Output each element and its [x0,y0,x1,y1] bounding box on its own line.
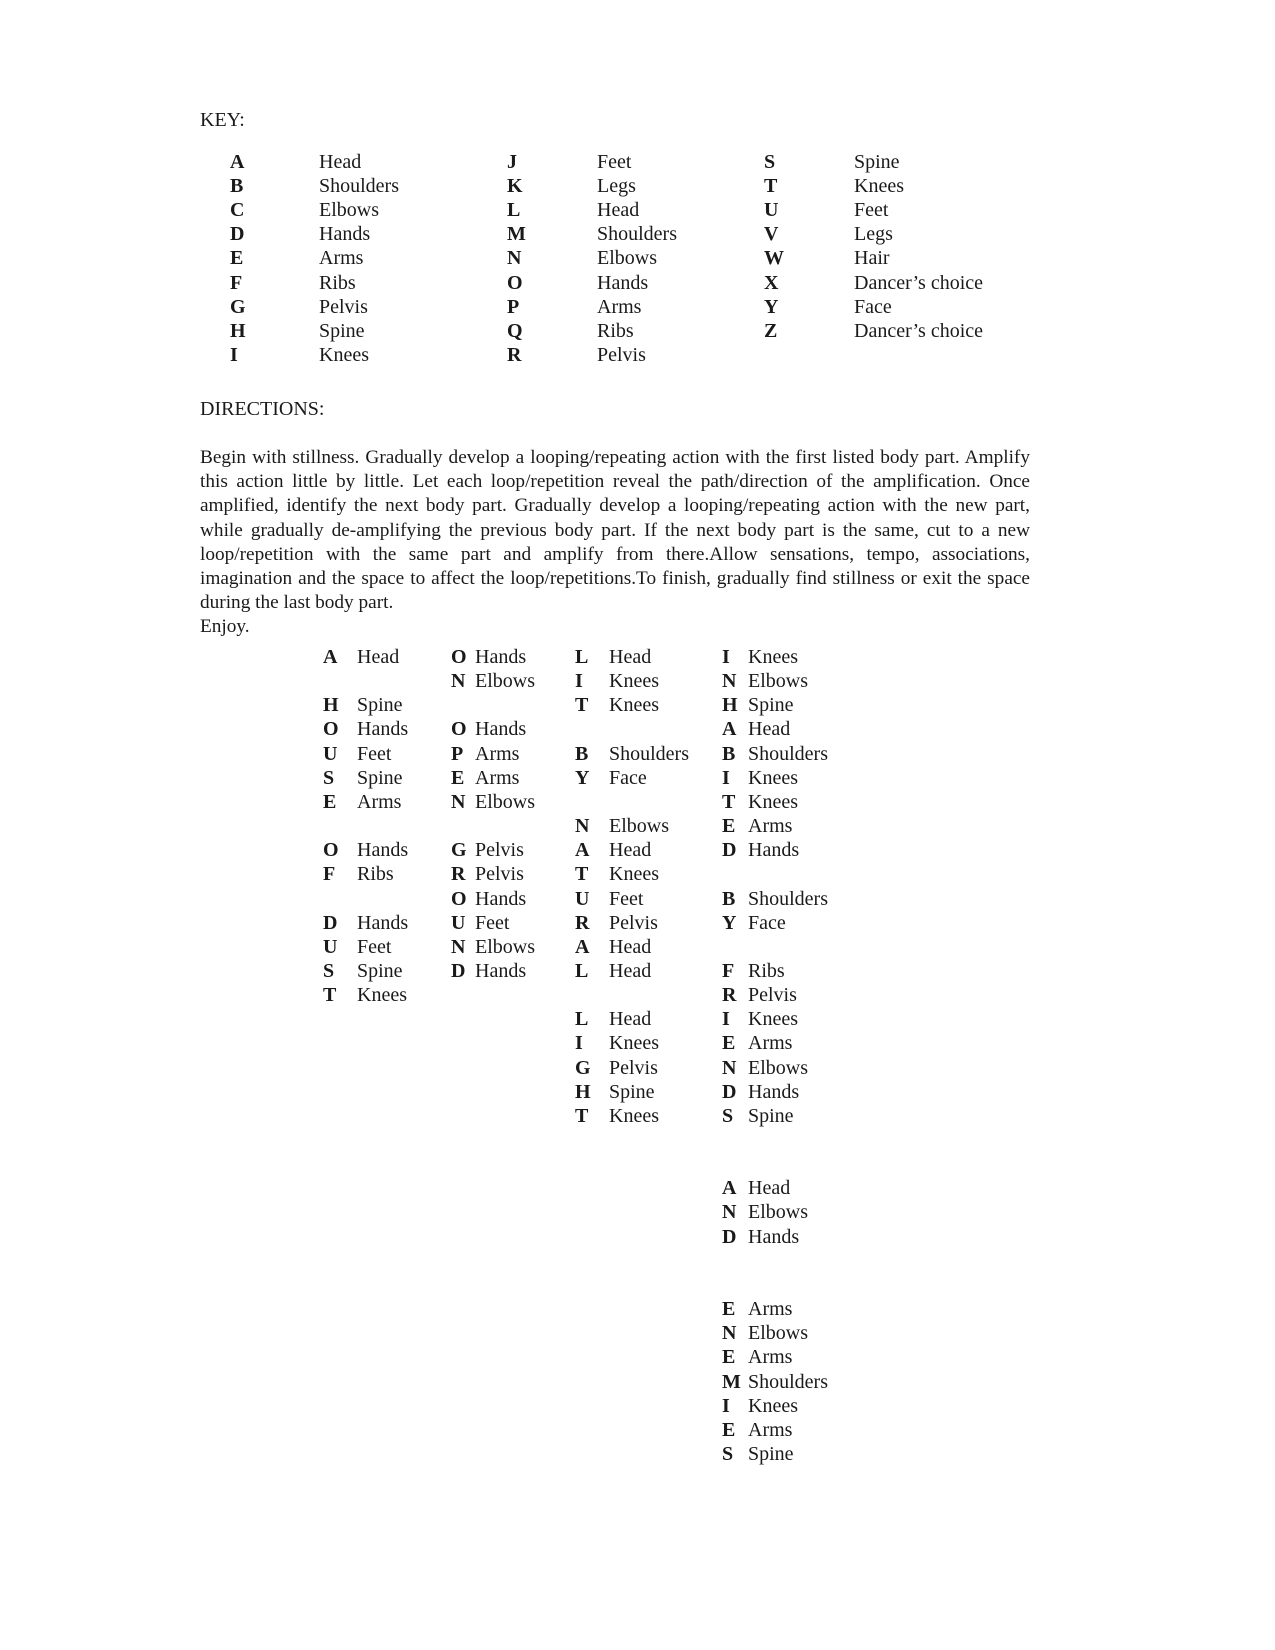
sequence-entry [722,669,808,693]
key-letter: L [507,199,521,222]
sequence-body-part: Elbows [748,1322,808,1345]
key-letter: D [230,223,245,246]
sequence-letter: E [323,790,337,813]
sequence-body-part: Spine [748,1442,794,1465]
sequence-entry [451,911,509,935]
sequence-entry [722,814,792,838]
sequence-body-part: Head [609,959,652,982]
sequence-entry [722,717,790,741]
sequence-letter: I [722,766,730,789]
key-body-part: Knees [319,343,369,366]
sequence-letter: S [722,1104,734,1127]
sequence-entry [722,1394,798,1418]
sequence-entry [323,742,391,766]
sequence-entry [722,1080,799,1104]
sequence-letter: F [323,863,336,886]
sequence-letter: T [323,984,337,1007]
sequence-letter: E [722,1032,736,1055]
sequence-entry [575,935,651,959]
sequence-entry [451,742,519,766]
key-body-part: Hands [597,271,649,294]
sequence-body-part: Arms [748,1418,793,1441]
key-letter: J [507,151,517,173]
key-letter: O [507,271,523,294]
sequence-letter: N [451,670,466,693]
sequence-entry [722,911,786,935]
sequence-body-part: Arms [748,1346,793,1369]
sequence-entry [323,790,401,814]
sequence-body-part: Head [609,839,652,862]
sequence-letter: S [722,1442,734,1465]
sequence-entry [722,766,798,790]
key-letter: R [507,343,522,366]
sequence-letter: E [722,1418,736,1441]
sequence-body-part: Arms [748,1298,793,1321]
sequence-letter: N [575,815,590,838]
sequence-letter: U [575,887,590,910]
sequence-letter: E [451,766,465,789]
sequence-body-part: Hands [357,911,409,934]
sequence-entry [575,959,651,983]
key-body-part: Arms [319,247,364,270]
sequence-letter: B [722,887,736,910]
sequence-letter: L [575,959,589,982]
sequence-letter: Y [722,911,737,934]
sequence-letter: U [323,742,338,765]
sequence-letter: T [575,863,589,886]
sequence-body-part: Hands [475,646,527,668]
sequence-letter: D [323,911,338,934]
sequence-letter: S [323,766,335,789]
sequence-letter: R [451,863,466,886]
sequence-entry [575,645,651,669]
key-body-part: Dancer’s choice [854,271,984,294]
sequence-entry [722,1176,790,1200]
sequence-body-part: Knees [609,863,659,886]
key-body-part: Shoulders [597,223,677,246]
sequence-entry [722,838,799,862]
sequence-entry [323,911,408,935]
sequence-body-part: Knees [748,766,798,789]
sequence-body-part: Spine [357,959,403,982]
sequence-entry [451,790,535,814]
sequence-entry [323,693,403,717]
sequence-entry [722,1297,792,1321]
sequence-letter: G [451,839,467,862]
sequence-entry [575,911,658,935]
sequence-letter: U [323,935,338,958]
sequence-body-part: Pelvis [475,863,524,886]
sequence-body-part: Head [609,646,652,668]
sequence-letter: T [575,694,589,717]
sequence-letter: T [575,1104,589,1127]
sequence-entry [575,1007,651,1031]
sequence-body-part: Feet [357,742,392,765]
sequence-letter: N [722,670,737,693]
key-body-part: Hair [854,247,890,270]
sequence-body-part: Knees [357,984,407,1007]
sequence-entry [323,717,408,741]
sequence-letter: L [575,646,589,668]
sequence-letter: D [451,959,466,982]
sequence-body-part: Elbows [609,815,669,838]
sequence-entry [323,983,407,1007]
key-letter: E [230,247,244,270]
sequence-body-part: Knees [748,1008,798,1031]
enjoy-text: Enjoy. [200,616,250,638]
sequence-entry [575,1104,659,1128]
sequence-body-part: Hands [748,839,800,862]
sequence-entry [323,838,408,862]
sequence-letter: A [575,935,590,958]
sequence-entry [722,959,785,983]
sequence-body-part: Shoulders [748,887,828,910]
sequence-body-part: Knees [748,646,798,668]
sequence-body-part: Face [609,766,647,789]
sequence-letter: O [451,646,467,668]
key-letter: A [230,151,245,173]
sequence-letter: M [722,1370,741,1393]
sequence-body-part: Pelvis [609,1056,658,1079]
sequence-letter: E [722,815,736,838]
sequence-letter: N [722,1201,737,1224]
key-body-part: Pelvis [319,295,368,318]
sequence-body-part: Pelvis [475,839,524,862]
sequence-entry [575,1080,655,1104]
sequence-letter: E [722,1298,736,1321]
sequence-body-part: Hands [357,718,409,741]
sequence-entry [451,717,526,741]
sequence-letter: I [722,1394,730,1417]
sequence-entry [575,862,659,886]
key-letter: B [230,175,244,198]
sequence-letter: P [451,742,464,765]
key-body-part: Head [319,151,362,173]
sequence-letter: R [575,911,590,934]
sequence-body-part: Elbows [475,935,535,958]
sequence-letter: B [722,742,736,765]
sequence-body-part: Spine [609,1080,655,1103]
sequence-letter: N [722,1322,737,1345]
sequence-entry [451,669,535,693]
key-letter: Q [507,319,523,342]
sequence-body-part: Hands [475,718,527,741]
sequence-body-part: Elbows [748,1201,808,1224]
key-letter: C [230,199,245,222]
sequence-body-part: Spine [357,766,403,789]
sequence-entry [575,1031,659,1055]
sequence-letter: I [722,646,730,668]
sequence-body-part: Arms [475,742,520,765]
sequence-body-part: Arms [748,815,793,838]
key-letter: F [230,271,243,294]
key-letter: I [230,343,238,366]
sequence-body-part: Hands [748,1225,800,1248]
sequence-body-part: Feet [357,935,392,958]
sequence-letter: I [575,670,583,693]
sequence-body-part: Arms [357,790,402,813]
sequence-body-part: Head [748,1177,791,1200]
sequence-body-part: Hands [357,839,409,862]
sequence-entry [575,742,689,766]
sequence-body-part: Head [609,1008,652,1031]
sequence-body-part: Elbows [475,790,535,813]
sequence-body-part: Knees [748,1394,798,1417]
sequence-entry [722,790,798,814]
sequence-body-part: Spine [357,694,403,717]
key-body-part: Knees [854,175,904,198]
key-body-part: Feet [597,151,632,173]
sequence-body-part: Knees [609,1032,659,1055]
key-letter: Y [764,295,779,318]
key-body-part: Legs [597,175,636,198]
key-body-part: Ribs [597,319,634,342]
key-body-part: Spine [319,319,365,342]
key-body-part: Arms [597,295,642,318]
key-letter: P [507,295,520,318]
sequence-letter: O [323,718,339,741]
sequence-body-part: Pelvis [609,911,658,934]
sequence-body-part: Knees [609,694,659,717]
sequence-body-part: Knees [609,1104,659,1127]
sequence-entry [722,742,828,766]
sequence-body-part: Face [748,911,786,934]
sequence-body-part: Spine [748,1104,794,1127]
sequence-letter: Y [575,766,590,789]
sequence-body-part: Arms [748,1032,793,1055]
key-heading: KEY: [200,109,245,131]
sequence-body-part: Ribs [357,863,394,886]
sequence-body-part: Knees [748,790,798,813]
sequence-body-part: Feet [609,887,644,910]
key-body-part: Ribs [319,271,356,294]
sequence-letter: A [722,1177,737,1200]
key-letter: M [507,223,526,246]
directions-heading: DIRECTIONS: [200,398,325,420]
sequence-body-part: Elbows [748,1056,808,1079]
directions-text: Begin with stillness. Gradually develop a looping/repeating action with the first listed body part. Amplify this action little by little. Let each loop/repetition reveal the path/direction of the amplification. Once amplified, identify the next body part. Gradually develop a looping/repeating action with the new part, while gradually de-amplifying the previous body part. If the next body part is the same, cut to a new loop/repetition with the same part and amplify from there.Allow sensations, tempo, associations, imagination and the space to affect the loop/repetitions.To finish, gradually find stillness or exit the space during the last body part. [200,447,1030,614]
sequence-letter: L [575,1008,589,1031]
sequence-entry [722,1418,792,1442]
sequence-entry [575,838,651,862]
sequence-entry [323,645,399,669]
sequence-letter: A [575,839,590,862]
sequence-letter: U [451,911,466,934]
sequence-entry [323,766,403,790]
sequence-entry [722,1007,798,1031]
sequence-letter: I [722,1008,730,1031]
sequence-body-part: Shoulders [748,1370,828,1393]
sequence-entry [575,766,647,790]
sequence-body-part: Head [748,718,791,741]
key-body-part: Shoulders [319,175,399,198]
sequence-entry [451,887,526,911]
sequence-letter: R [722,984,737,1007]
sequence-entry [451,935,535,959]
key-body-part: Spine [854,151,900,173]
sequence-letter: I [575,1032,583,1055]
sequence-entry [722,1345,792,1369]
sequence-letter: S [323,959,335,982]
sequence-entry [722,983,797,1007]
sequence-entry [575,887,643,911]
sequence-entry [722,1442,794,1466]
key-letter: V [764,223,779,246]
sequence-entry [451,959,526,983]
key-body-part: Pelvis [597,343,646,366]
sequence-body-part: Knees [609,670,659,693]
key-body-part: Hands [319,223,371,246]
sequence-letter: A [722,718,737,741]
sequence-letter: F [722,959,735,982]
sequence-letter: T [722,790,736,813]
sequence-entry [323,862,394,886]
sequence-body-part: Arms [475,766,520,789]
sequence-entry [722,1031,792,1055]
key-letter: S [764,151,776,173]
sequence-body-part: Head [357,646,400,668]
key-body-part: Face [854,295,892,318]
sequence-letter: N [451,935,466,958]
sequence-letter: G [575,1056,591,1079]
key-letter: U [764,199,779,222]
key-letter: N [507,247,522,270]
sequence-letter: D [722,1080,737,1103]
sequence-letter: H [323,694,339,717]
sequence-letter: B [575,742,589,765]
sequence-letter: E [722,1346,736,1369]
sequence-entry [575,814,669,838]
sequence-letter: D [722,839,737,862]
sequence-entry [722,645,798,669]
sequence-entry [722,1225,799,1249]
sequence-body-part: Hands [748,1080,800,1103]
sequence-entry [451,862,524,886]
sequence-entry [575,1056,658,1080]
sequence-body-part: Elbows [475,670,535,693]
sequence-body-part: Feet [475,911,510,934]
sequence-entry [451,766,519,790]
sequence-entry [323,935,391,959]
sequence-entry [323,959,403,983]
sequence-letter: H [575,1080,591,1103]
key-body-part: Legs [854,223,893,246]
key-body-part: Feet [854,199,889,222]
sequence-entry [722,1200,808,1224]
sequence-body-part: Pelvis [748,984,797,1007]
key-letter: W [764,247,784,270]
sequence-entry [722,693,794,717]
key-body-part: Elbows [597,247,657,270]
key-body-part: Elbows [319,199,379,222]
sequence-letter: O [451,887,467,910]
sequence-letter: N [451,790,466,813]
key-letter: Z [764,319,778,342]
key-body-part: Dancer’s choice [854,319,984,342]
sequence-entry [722,1104,794,1128]
sequence-body-part: Head [609,935,652,958]
sequence-body-part: Elbows [748,670,808,693]
sequence-letter: D [722,1225,737,1248]
sequence-body-part: Hands [475,959,527,982]
key-letter: G [230,295,246,318]
sequence-letter: O [451,718,467,741]
sequence-letter: N [722,1056,737,1079]
sequence-entry [575,669,659,693]
sequence-letter: A [323,646,338,668]
sequence-entry [451,645,526,669]
sequence-entry [722,887,828,911]
key-letter: X [764,271,779,294]
sequence-entry [722,1370,828,1394]
directions-body [200,446,1030,640]
sequence-body-part: Shoulders [609,742,689,765]
sequence-body-part: Ribs [748,959,785,982]
sequence-entry [722,1056,808,1080]
key-body-part: Head [597,199,640,222]
sequence-entry [722,1321,808,1345]
sequence-body-part: Hands [475,887,527,910]
sequence-letter: O [323,839,339,862]
key-letter: K [507,175,523,198]
sequence-entry [451,838,524,862]
sequence-body-part: Spine [748,694,794,717]
sequence-entry [575,693,659,717]
key-letter: H [230,319,246,342]
key-letter: T [764,175,778,198]
sequence-letter: H [722,694,738,717]
sequence-body-part: Shoulders [748,742,828,765]
